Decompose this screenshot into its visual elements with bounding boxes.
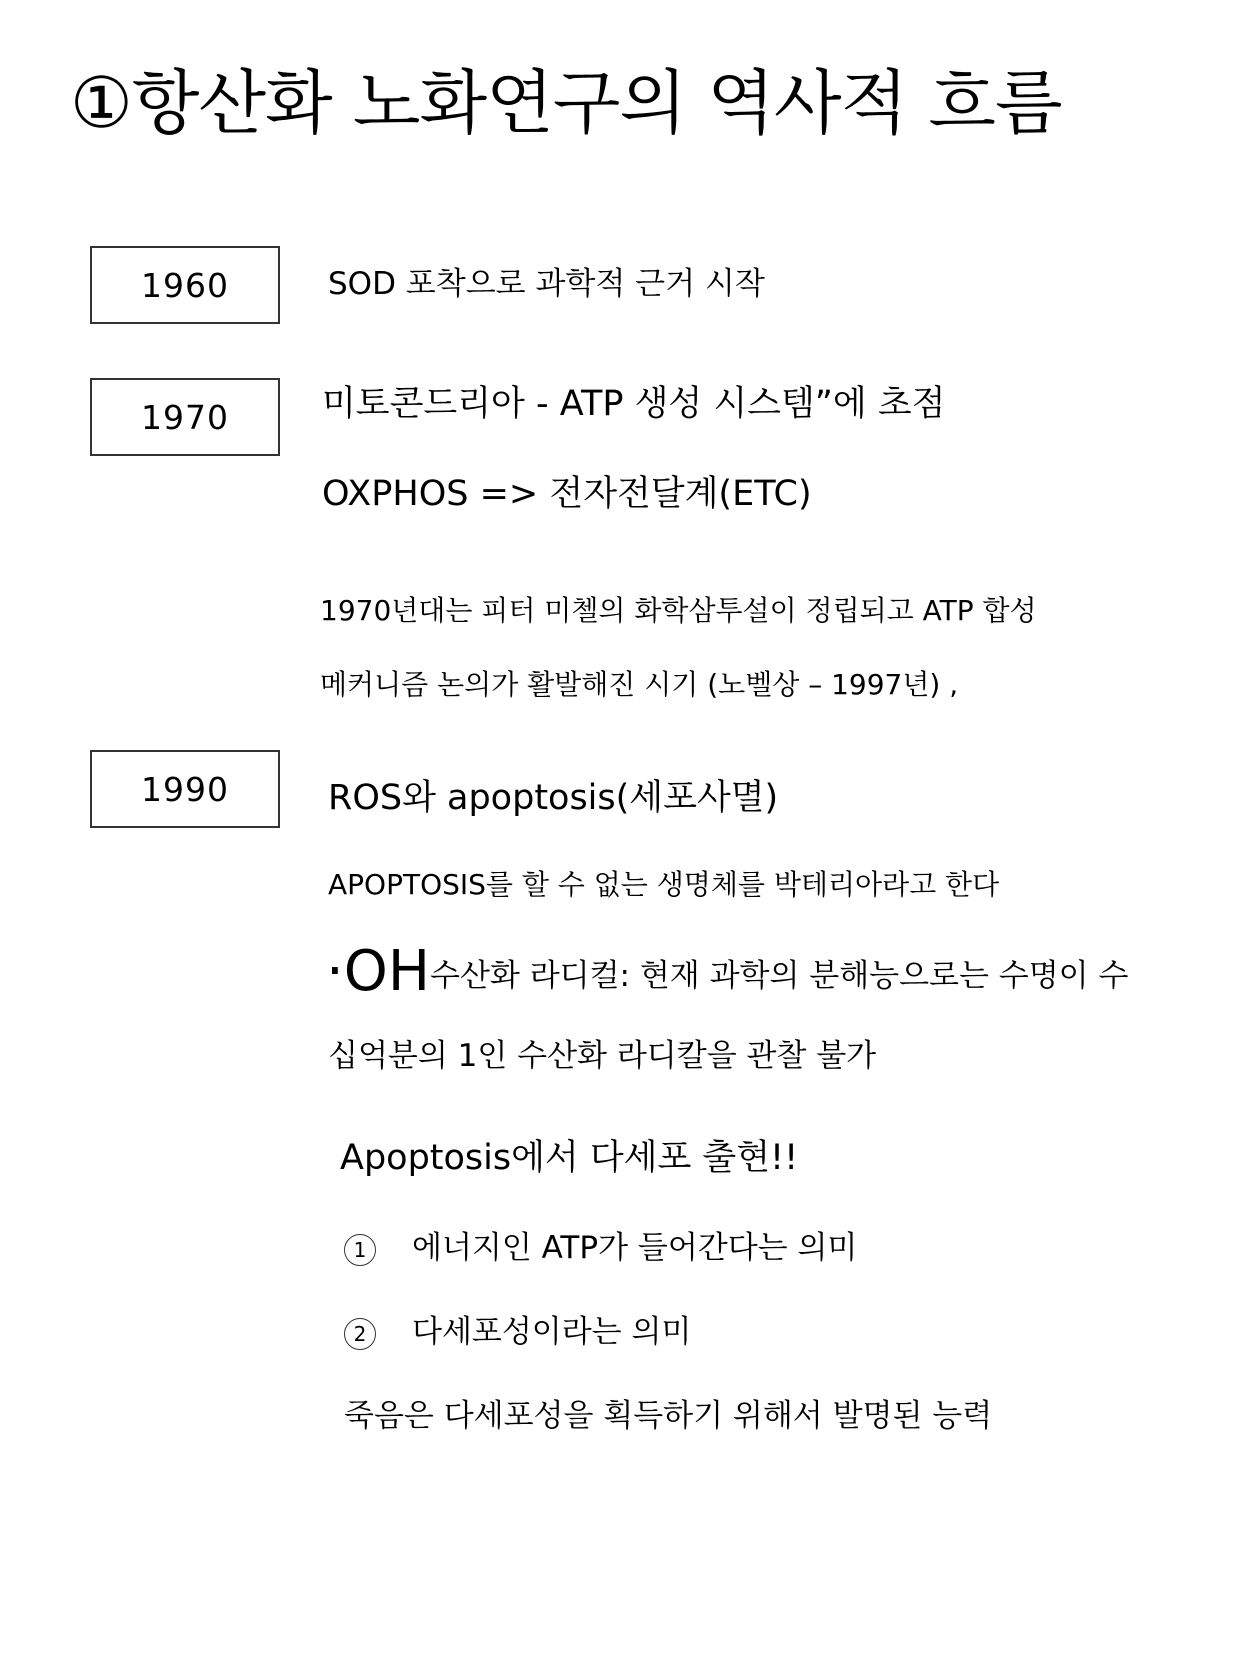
mitchell-text-line1: 1970년대는 피터 미첼의 화학삼투설이 정립되고 ATP 합성 — [320, 594, 1037, 627]
hydroxyl-radical-text: 수산화 라디컬: 현재 과학의 분해능으로는 수명이 수 — [430, 958, 1129, 994]
mitochondria-heading: 미토콘드리아 - ATP 생성 시스템”에 초점 — [322, 384, 946, 424]
sod-text: SOD 포착으로 과학적 근거 시작 — [328, 266, 765, 302]
circled-number-icon: 2 — [344, 1318, 376, 1350]
circled-number-icon: 1 — [344, 1234, 376, 1266]
page-title: ①항산화 노화연구의 역사적 흐름 — [70, 62, 1062, 144]
ros-apoptosis-heading: ROS와 apoptosis(세포사멸) — [328, 778, 779, 818]
meaning-text-1: 에너지인 ATP가 들어간다는 의미 — [412, 1230, 858, 1266]
hydroxyl-radical-line — [326, 939, 1129, 1004]
year-box-1960: 1960 — [90, 246, 280, 324]
year-box-1990: 1990 — [90, 750, 280, 828]
hydroxyl-radical-cont: 십억분의 1인 수산화 라디칼을 관찰 불가 — [328, 1038, 877, 1074]
oxphos-line: OXPHOS => 전자전달계(ETC) — [322, 474, 812, 514]
year-box-1970: 1970 — [90, 378, 280, 456]
conclusion-text: 죽음은 다세포성을 획득하기 위해서 발명된 능력 — [344, 1398, 993, 1434]
bacteria-text: APOPTOSIS를 할 수 없는 생명체를 박테리아라고 한다 — [328, 868, 1000, 901]
meaning-text-2: 다세포성이라는 의미 — [412, 1314, 692, 1350]
oh-symbol: ·OH — [326, 939, 430, 1004]
meaning-item-1 — [344, 1228, 857, 1268]
multicellular-emergence: Apoptosis에서 다세포 출현!! — [340, 1138, 799, 1178]
meaning-item-2 — [344, 1312, 691, 1352]
mitchell-text-line2: 메커니즘 논의가 활발해진 시기 (노벨상 – 1997년) , — [320, 668, 959, 701]
